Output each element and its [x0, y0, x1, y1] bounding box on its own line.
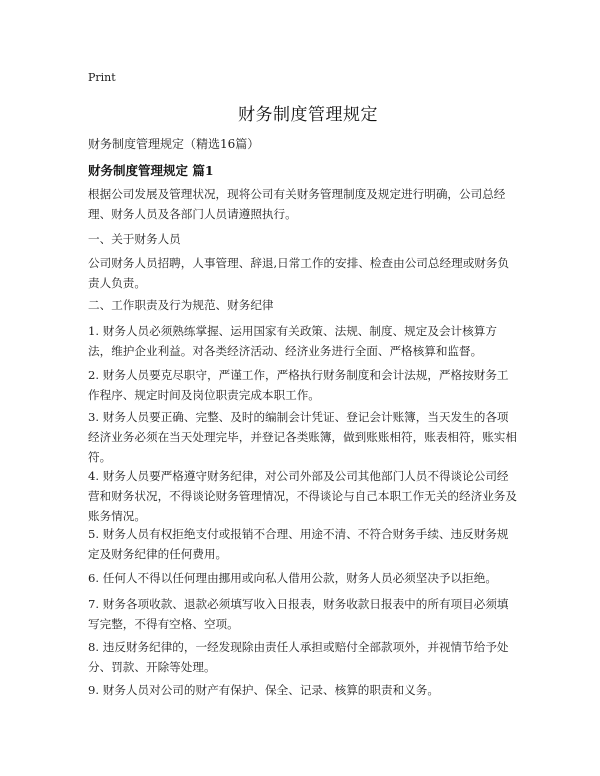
section-heading: 财务制度管理规定 篇1 [88, 163, 214, 178]
paragraph-item-7: 7. 财务各项收款、退款必须填写收入日报表，财务收款日报表中的所有项目必须填写完整，不得有空格、空项。 [88, 597, 509, 631]
paragraph-intro: 根据公司发展及管理状况，现将公司有关财务管理制度及规定进行明确，公司总经理、财务人员及各部门人员请遵照执行。 [88, 187, 506, 221]
paragraph-staff: 公司财务人员招聘，人事管理、辞退,日常工作的安排、检查由公司总经理或财务负责人负责。 [88, 256, 510, 290]
paragraph-item-1: 1. 财务人员必须熟练掌握、运用国家有关政策、法规、制度、规定及会计核算方法，维护企业利益。对各类经济活动、经济业务进行全面、严格核算和监督。 [88, 324, 497, 358]
paragraph-item-2: 2. 财务人员要克尽职守，严谨工作，严格执行财务制度和会计法规，严格按财务工作程序、规定时间及岗位职责完成本职工作。 [88, 368, 509, 402]
paragraph-item-5: 5. 财务人员有权拒绝支付或报销不合理、用途不清、不符合财务手续、违反财务规定及财务纪律的任何费用。 [88, 527, 509, 561]
paragraph-item-8: 8. 违反财务纪律的，一经发现除由责任人承担或赔付全部款项外，并视情节给予处分、罚款、开除等处理。 [88, 640, 509, 674]
document-subtitle: 财务制度管理规定（精选16篇） [88, 137, 260, 151]
paragraph-item-3: 3. 财务人员要正确、完整、及时的编制会计凭证、登记会计账簿，当天发生的各项经济业务必须在当天处理完毕，并登记各类账簿，做到账账相符，账表相符，账实相符。 [88, 410, 517, 464]
print-label: Print [88, 71, 116, 84]
paragraph-heading-duties: 二、工作职责及行为规范、财务纪律 [88, 298, 274, 312]
page-title: 财务制度管理规定 [238, 105, 378, 125]
paragraph-item-9: 9. 财务人员对公司的财产有保护、保全、记录、核算的职责和义务。 [88, 683, 439, 697]
paragraph-heading-staff: 一、关于财务人员 [88, 232, 181, 246]
paragraph-item-6: 6. 任何人不得以任何理由挪用或向私人借用公款，财务人员必须坚决予以拒绝。 [88, 571, 497, 585]
paragraph-item-4: 4. 财务人员要严格遵守财务纪律，对公司外部及公司其他部门人员不得谈论公司经营和财务状况，不得谈论财务管理情况，不得谈论与自己本职工作无关的经济业务及账务情况。 [88, 469, 517, 523]
